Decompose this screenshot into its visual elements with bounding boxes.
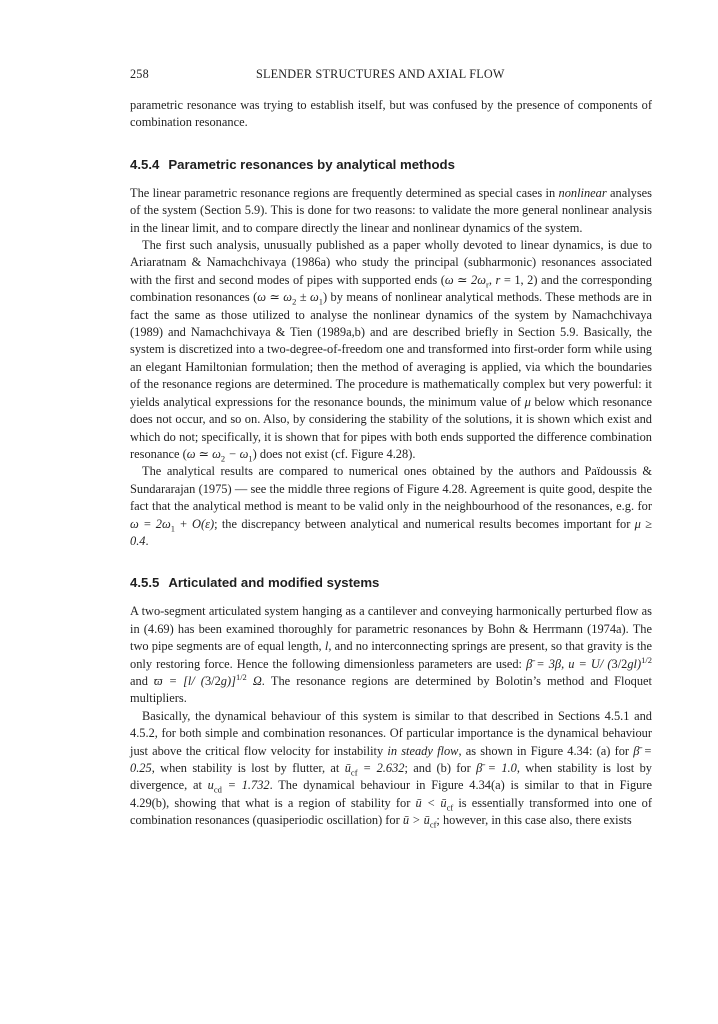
emphasis: nonlinear: [558, 185, 607, 200]
math: β̄ = 0.25: [130, 743, 653, 775]
math: ω ≃ 2ω: [444, 272, 486, 287]
paragraph-4-5-4-2: The first such analysis, unusually published as a paper wholly devoted to linear dynamics, is due to Ariaratnam & Namachchivaya (1986a) who study the principal (subharmonic) resonances associated with the first and second modes of pipes with supported ends (ω ≃ $2\omega_r$, r = 1, 2) and the corresponding combination resonances (ω ≃ $\omega_2 \pm \omega_1$) by means of nonlinear analytical methods. These methods are in fact the same as those utilized to analyse the nonlinear dynamics of the system by Namachchivaya (1989) and Namachchivaya & Tien (1989a,b) and are described briefly in Section 5.9. Basically, the system is discretized into a two-degree-of-freedom one and transformed into first-order form while using an elegant Hamiltonian formulation; then the method of averaging is applied, via which the boundaries of the resonance regions are determined. The procedure is mathematically complex but very powerful: it yields analytical expressions for the resonance bounds, the minimum value of μ below which resonance does not occur, and so on. Also, by considering the stability of the solutions, it is shown which exist and which do not; specifically, it is shown that for pipes with both ends supported the difference combination resonance (ω ≃ $\omega_2 - \omega_1$) does not exist (cf. Figure 4.28).: [130, 238, 652, 464]
math: − ω: [225, 446, 249, 461]
math: ū < ū: [415, 795, 447, 810]
paragraph-4-5-5-2: Basically, the dynamical behaviour of this system is similar to that described in Sections 4.5.1 and 4.5.2, for both simple and combination resonances. Of particular importance is the dynamical behaviour just above the critical flow velocity for instability in steady flow, as shown in Figure 4.34: (a) for β̄ = 0.25, when stability is lost by flutter, at $ū_{cf} = 2.632$; and (b) for β̄ = 1.0, when stability is lost by divergence, at $u_{cd} = 1.732$. The dynamical behaviour in Figure 4.34(a) is similar to that in Figure 4.29(b), showing that what is a region of stability for ū < $ū_{cf}$ is essentially transformed into one of combination resonances (quasiperiodic oscillation) for ū > $ū_{cf}$; however, in this case also, there exists: [130, 708, 653, 830]
math: μ ≥ 0.4: [130, 516, 653, 548]
math: ū > ū: [402, 813, 430, 828]
paragraph-4-5-4-3: The analytical results are compared to numerical ones obtained by the authors and Païdoussis & Sundararajan (1975) — see the middle three regions of Figure 4.28. Agreement is quite good, despite the fact that the analytical method is meant to be valid only in the neighbourhood of the resonances, e.g. for $\omega = 2\omega_1 + O(\varepsilon)$; the discrepancy between analytical and numerical results becomes important for μ ≥ 0.4.: [130, 464, 653, 548]
math: β̄ = 3β, u = U/ (: [526, 656, 612, 671]
math: ω = 2ω: [130, 516, 171, 531]
math: β̄ = 1.0: [476, 761, 517, 775]
math: ω ≃ ω: [186, 446, 221, 461]
running-title: SLENDER STRUCTURES AND AXIAL FLOW: [256, 67, 505, 81]
emphasis: in steady flow: [387, 743, 459, 758]
paragraph-4-5-4-1: The linear parametric resonance regions are frequently determined as special cases in nonlinear analyses of the system (Section 5.9). This is done for two reasons: to validate the more general nonlinear analysis in the linear limit, and to compare directly the linear and nonlinear dynamics of the system.: [130, 185, 652, 235]
math: r: [495, 272, 501, 287]
section-title: Parametric resonances by analytical methods: [168, 156, 455, 172]
math: + O(ε): [174, 516, 215, 531]
continued-paragraph: parametric resonance was trying to establish itself, but was confused by the presence of components of combination resonance.: [130, 98, 652, 130]
math: ω ≃ ω: [257, 290, 293, 305]
running-header: [130, 66, 652, 84]
section-number: 4.5.4: [130, 156, 160, 172]
section-heading-4-5-4: [130, 156, 652, 174]
math: l: [324, 639, 329, 654]
page-number: 258: [130, 67, 149, 81]
section-number: 4.5.5: [130, 575, 160, 591]
math: u: [207, 778, 214, 793]
math: ϖ = [l/ (: [153, 673, 205, 688]
math: ū: [344, 761, 351, 775]
page: [130, 66, 652, 830]
paragraph-4-5-5-1: A two-segment articulated system hanging as a cantilever and conveying harmonically perturbed flow as in (4.69) has been examined thoroughly for parametric resonances by Bohn & Herrmann (1974a). The two pipe segments are of equal length, l, and no interconnecting springs are present, so that gravity is the only restoring force. Hence the following dimensionless parameters are used: β̄ = 3β, u = U/ $(3/2gl)^{1/2}$ and ϖ = [l/ (3/2g)]$^{1/2}$ Ω. The resonance regions are determined by Bolotin’s method and Floquet multipliers.: [130, 604, 652, 706]
section-heading-4-5-5: [130, 574, 652, 592]
math: μ: [524, 394, 531, 409]
section-title: Articulated and modified systems: [168, 575, 380, 591]
math: ± ω: [296, 290, 319, 305]
